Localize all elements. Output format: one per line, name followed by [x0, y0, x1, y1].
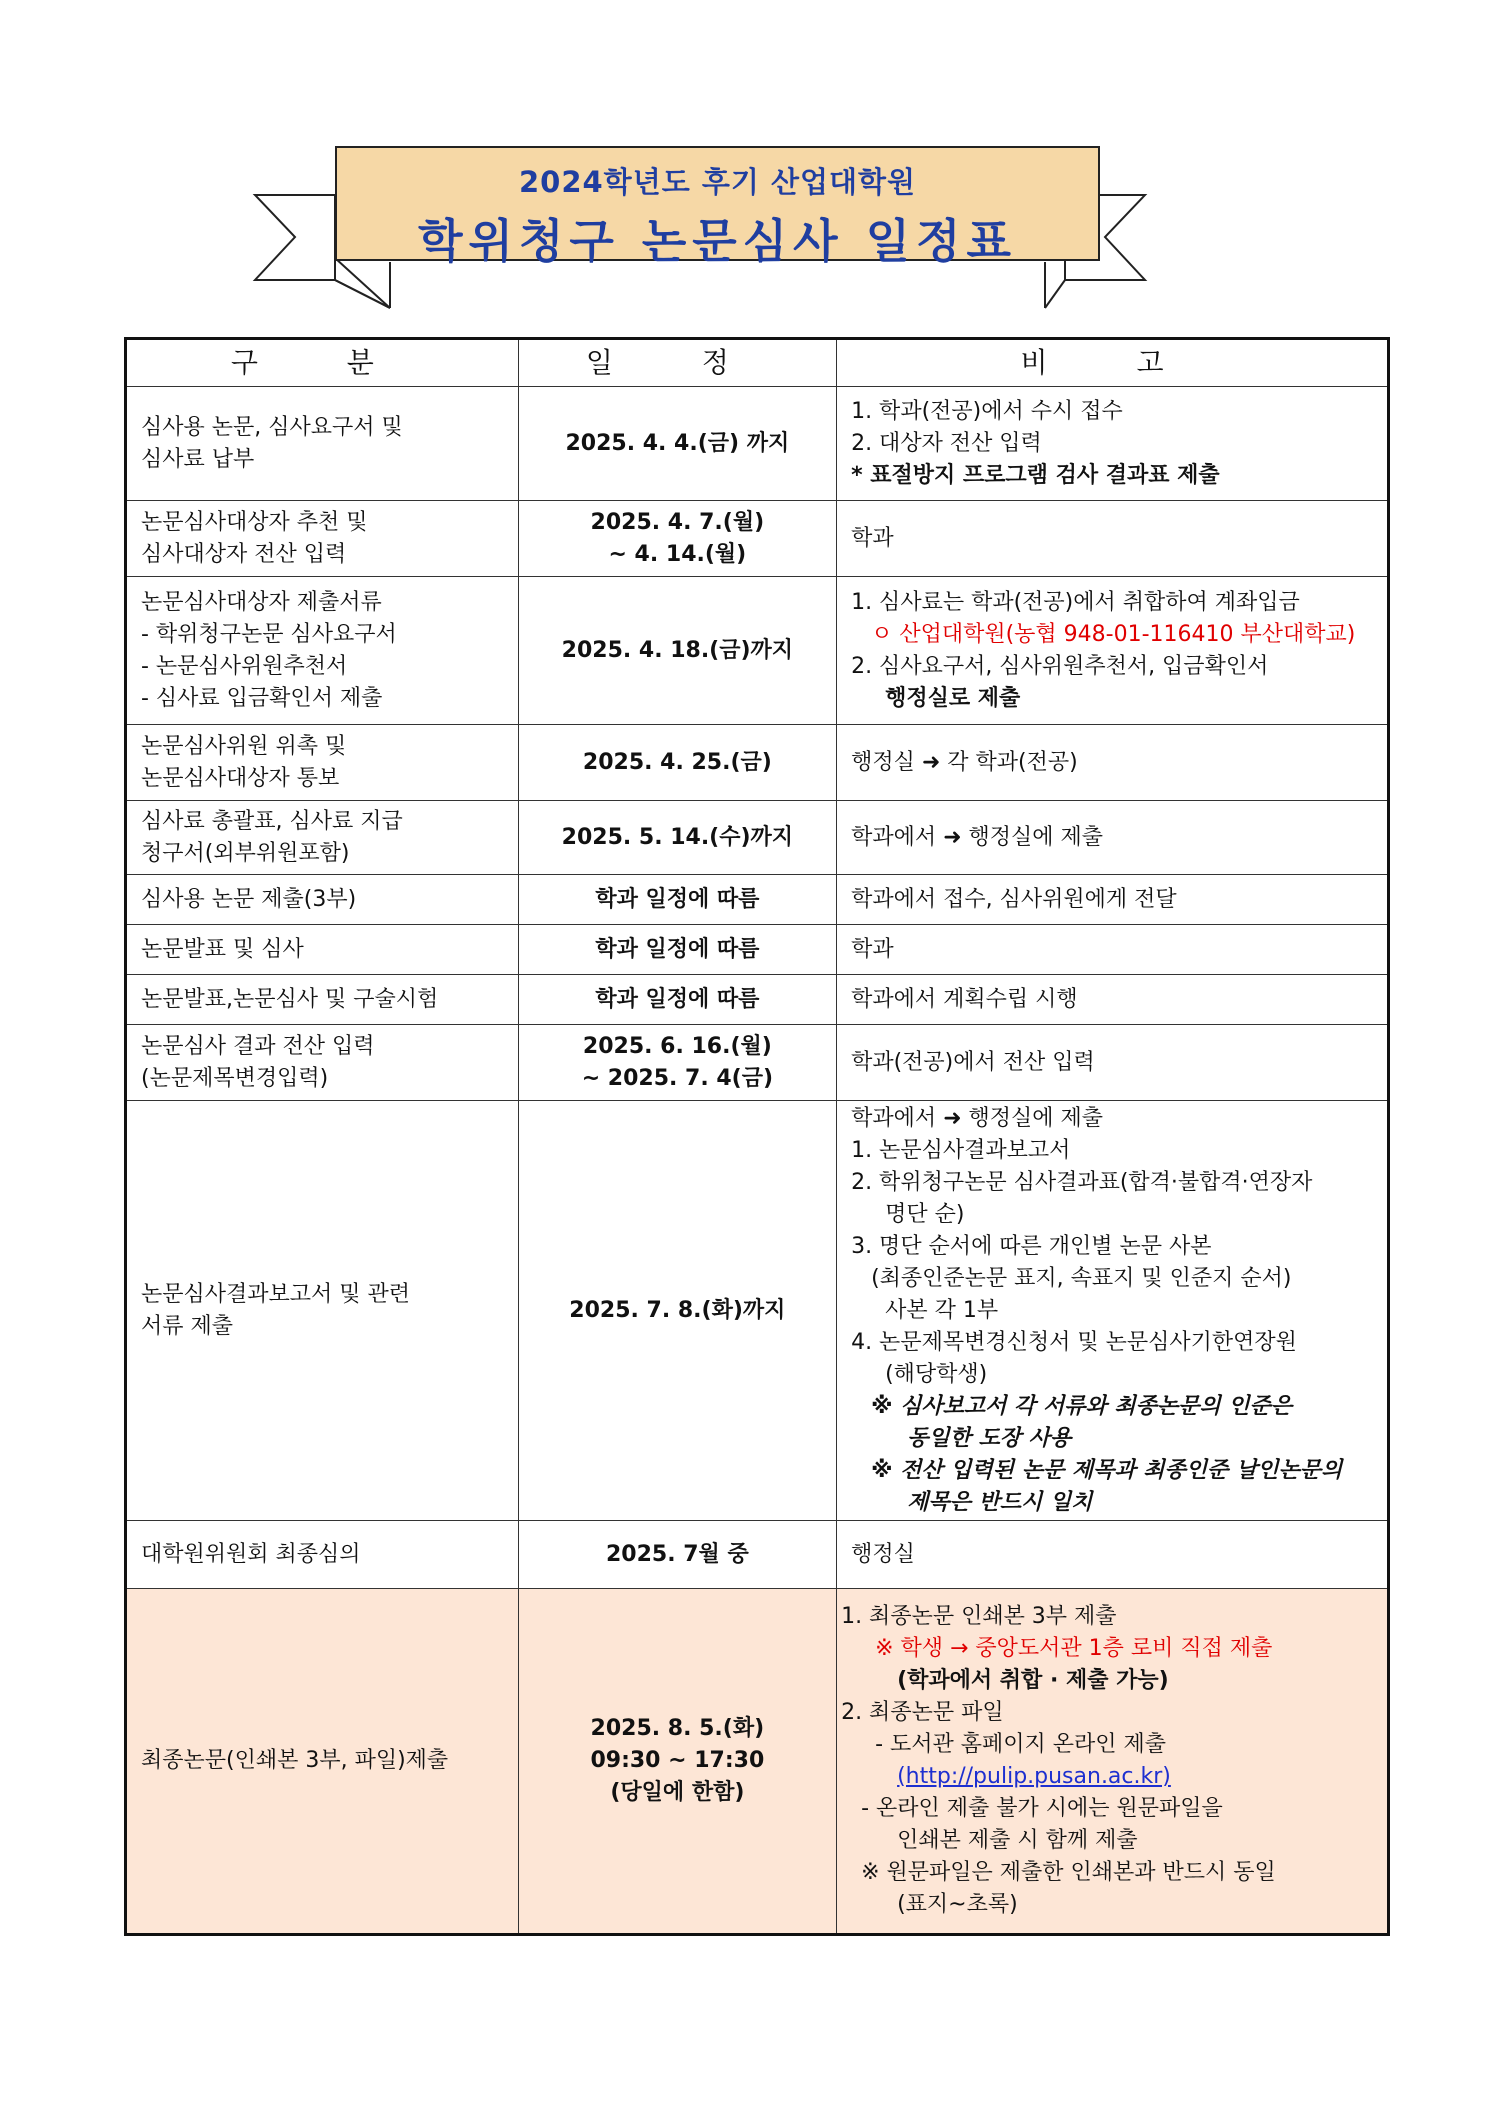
notes-cell [837, 501, 1389, 577]
note-line: 학과 [851, 525, 894, 551]
notes-cell [837, 1521, 1389, 1589]
note-line: 1. 최종논문 인쇄본 3부 제출 [841, 1604, 1117, 1629]
notes-cell [837, 801, 1389, 875]
schedule-line: 09:30 ~ 17:30 [590, 1748, 765, 1773]
table-row [126, 1025, 1389, 1101]
table-header-row [126, 339, 1389, 387]
schedule-cell [518, 501, 836, 577]
schedule-line: 2025. 8. 5.(화) [590, 1716, 765, 1741]
category-line: 서류 제출 [141, 1313, 234, 1339]
note-line: 학과에서 계획수립 시행 [851, 986, 1078, 1012]
category-line: 논문심사대상자 추천 및 [141, 509, 368, 535]
schedule-line: (당일에 한함) [610, 1780, 745, 1805]
schedule-cell [518, 1101, 836, 1521]
notes-cell [837, 1589, 1389, 1935]
note-line: 1. 학과(전공)에서 수시 접수 [851, 398, 1123, 424]
warning-note: 동일한 도장 사용 [907, 1425, 1072, 1451]
category-line: 대학원위원회 최종심의 [141, 1541, 361, 1567]
table-row [126, 1521, 1389, 1589]
notes-cell [837, 925, 1389, 975]
category-line: 논문심사 결과 전산 입력 [141, 1033, 375, 1059]
note-line: 인쇄본 제출 시 함께 제출 [897, 1828, 1138, 1853]
warning-note: ※ 전산 입력된 논문 제목과 최종인준 날인논문의 [871, 1457, 1343, 1483]
schedule-line: 2025. 4. 25.(금) [582, 749, 772, 775]
notes-cell [837, 577, 1389, 725]
category-cell [126, 1589, 519, 1935]
table-row [126, 975, 1389, 1025]
note-line: 학과(전공)에서 전산 입력 [851, 1049, 1095, 1075]
category-line: 논문심사대상자 통보 [141, 765, 340, 791]
note-line: (최종인준논문 표지, 속표지 및 인준지 순서) [871, 1265, 1292, 1291]
table-row [126, 501, 1389, 577]
note-line: (학과에서 취합 · 제출 가능) [897, 1668, 1169, 1693]
table-row [126, 577, 1389, 725]
note-line: 2. 심사요구서, 심사위원추천서, 입금확인서 [851, 653, 1269, 679]
schedule-line: 2025. 6. 16.(월) [582, 1033, 772, 1059]
banner-subtitle: 2024학년도 후기 산업대학원 [518, 165, 917, 199]
schedule-line: 2025. 5. 14.(수)까지 [561, 824, 794, 850]
category-line: 심사용 논문 제출(3부) [141, 886, 357, 912]
schedule-line: 2025. 7. 8.(화)까지 [569, 1297, 786, 1323]
category-line: 청구서(외부위원포함) [141, 840, 350, 866]
table-row [126, 875, 1389, 925]
note-line: - 온라인 제출 불가 시에는 원문파일을 [861, 1796, 1223, 1821]
category-cell [126, 577, 519, 725]
schedule-line: 2025. 7월 중 [606, 1541, 749, 1567]
category-line: 논문발표,논문심사 및 구술시험 [141, 986, 439, 1012]
note-line: 사본 각 1부 [885, 1297, 999, 1323]
schedule-line: 2025. 4. 7.(월) [590, 509, 765, 535]
notes-cell [837, 975, 1389, 1025]
category-cell [126, 801, 519, 875]
category-cell [126, 875, 519, 925]
category-line: 논문발표 및 심사 [141, 936, 304, 962]
note-line: 2. 대상자 전산 입력 [851, 430, 1042, 456]
category-cell [126, 725, 519, 801]
notes-cell [837, 1101, 1389, 1521]
category-cell [126, 1101, 519, 1521]
table-row [126, 1101, 1389, 1521]
warning-note: ※ 심사보고서 각 서류와 최종논문의 인준은 [871, 1393, 1293, 1419]
bank-account-note: ㅇ 산업대학원(농협 948-01-116410 부산대학교) [871, 621, 1356, 647]
schedule-cell [518, 577, 836, 725]
header-schedule: 일 정 [518, 339, 836, 387]
note-line: 2. 최종논문 파일 [841, 1700, 1004, 1725]
library-link[interactable]: (http://pulip.pusan.ac.kr) [897, 1764, 1171, 1789]
note-line: 명단 순) [885, 1201, 965, 1227]
page-title: 학위청구 논문심사 일정표 [418, 214, 1017, 268]
header-notes: 비 고 [837, 339, 1389, 387]
note-line: 1. 심사료는 학과(전공)에서 취합하여 계좌입금 [851, 589, 1300, 615]
category-line: 심사료 총괄표, 심사료 지급 [141, 808, 403, 834]
category-cell [126, 387, 519, 501]
category-cell [126, 1025, 519, 1101]
note-line: 1. 논문심사결과보고서 [851, 1137, 1071, 1163]
note-line: (표지~초록) [897, 1892, 1018, 1917]
banner-box [335, 146, 1100, 268]
notes-cell [837, 875, 1389, 925]
notes-cell [837, 387, 1389, 501]
warning-note: ※ 학생 → 중앙도서관 1층 로비 직접 제출 [875, 1636, 1273, 1661]
category-line: (논문제목변경입력) [141, 1065, 329, 1091]
note-line: 학과에서 ➜ 행정실에 제출 [851, 824, 1104, 850]
category-line: 논문심사대상자 제출서류 [141, 589, 382, 615]
schedule-line: 학과 일정에 따름 [595, 986, 760, 1012]
schedule-table [124, 337, 1390, 1936]
warning-note: 제목은 반드시 일치 [907, 1489, 1093, 1515]
category-line: - 심사료 입금확인서 제출 [141, 685, 383, 711]
note-line: 4. 논문제목변경신청서 및 논문심사기한연장원 [851, 1329, 1297, 1355]
schedule-cell [518, 725, 836, 801]
schedule-line: ~ 4. 14.(월) [608, 541, 747, 567]
schedule-line: 학과 일정에 따름 [595, 936, 760, 962]
category-line: 심사료 납부 [141, 446, 255, 472]
category-cell [126, 501, 519, 577]
category-line: 심사용 논문, 심사요구서 및 [141, 414, 403, 440]
category-line: 최종논문(인쇄본 3부, 파일)제출 [141, 1748, 449, 1773]
note-line: 행정실 [851, 1541, 915, 1567]
schedule-cell [518, 801, 836, 875]
category-line: - 논문심사위원추천서 [141, 653, 348, 679]
note-line: * 표절방지 프로그램 검사 결과표 제출 [851, 462, 1220, 488]
note-line: (해당학생) [885, 1361, 988, 1387]
table-row [126, 387, 1389, 501]
schedule-cell [518, 1521, 836, 1589]
schedule-cell [518, 387, 836, 501]
schedule-line: 학과 일정에 따름 [595, 886, 760, 912]
category-line: 심사대상자 전산 입력 [141, 541, 347, 567]
schedule-cell [518, 1589, 836, 1935]
note-line: 학과에서 접수, 심사위원에게 전달 [851, 886, 1177, 912]
note-line: ※ 원문파일은 제출한 인쇄본과 반드시 동일 [861, 1860, 1276, 1885]
category-cell [126, 975, 519, 1025]
schedule-cell [518, 975, 836, 1025]
note-line: 학과에서 ➜ 행정실에 제출 [851, 1105, 1104, 1131]
note-line: 학과 [851, 936, 894, 962]
schedule-line: 2025. 4. 18.(금)까지 [561, 637, 794, 663]
schedule-line: ~ 2025. 7. 4(금) [581, 1065, 774, 1091]
notes-cell [837, 1025, 1389, 1101]
schedule-line: 2025. 4. 4.(금) 까지 [565, 430, 790, 456]
note-line: 2. 학위청구논문 심사결과표(합격·불합격·연장자 [851, 1169, 1313, 1195]
note-line: 3. 명단 순서에 따른 개인별 논문 사본 [851, 1233, 1212, 1259]
note-line: - 도서관 홈페이지 온라인 제출 [875, 1732, 1167, 1757]
category-line: 논문심사결과보고서 및 관련 [141, 1281, 411, 1307]
category-line: 논문심사위원 위촉 및 [141, 733, 347, 759]
table-row [126, 725, 1389, 801]
category-cell [126, 925, 519, 975]
table-row [126, 1589, 1389, 1935]
note-line: 행정실로 제출 [885, 685, 1021, 711]
header-category: 구 분 [126, 339, 519, 387]
title-banner [250, 140, 1150, 310]
table-row [126, 801, 1389, 875]
schedule-cell [518, 875, 836, 925]
category-cell [126, 1521, 519, 1589]
schedule-cell [518, 925, 836, 975]
schedule-cell [518, 1025, 836, 1101]
note-line: 행정실 ➜ 각 학과(전공) [851, 749, 1078, 775]
notes-cell [837, 725, 1389, 801]
category-line: - 학위청구논문 심사요구서 [141, 621, 397, 647]
table-row [126, 925, 1389, 975]
